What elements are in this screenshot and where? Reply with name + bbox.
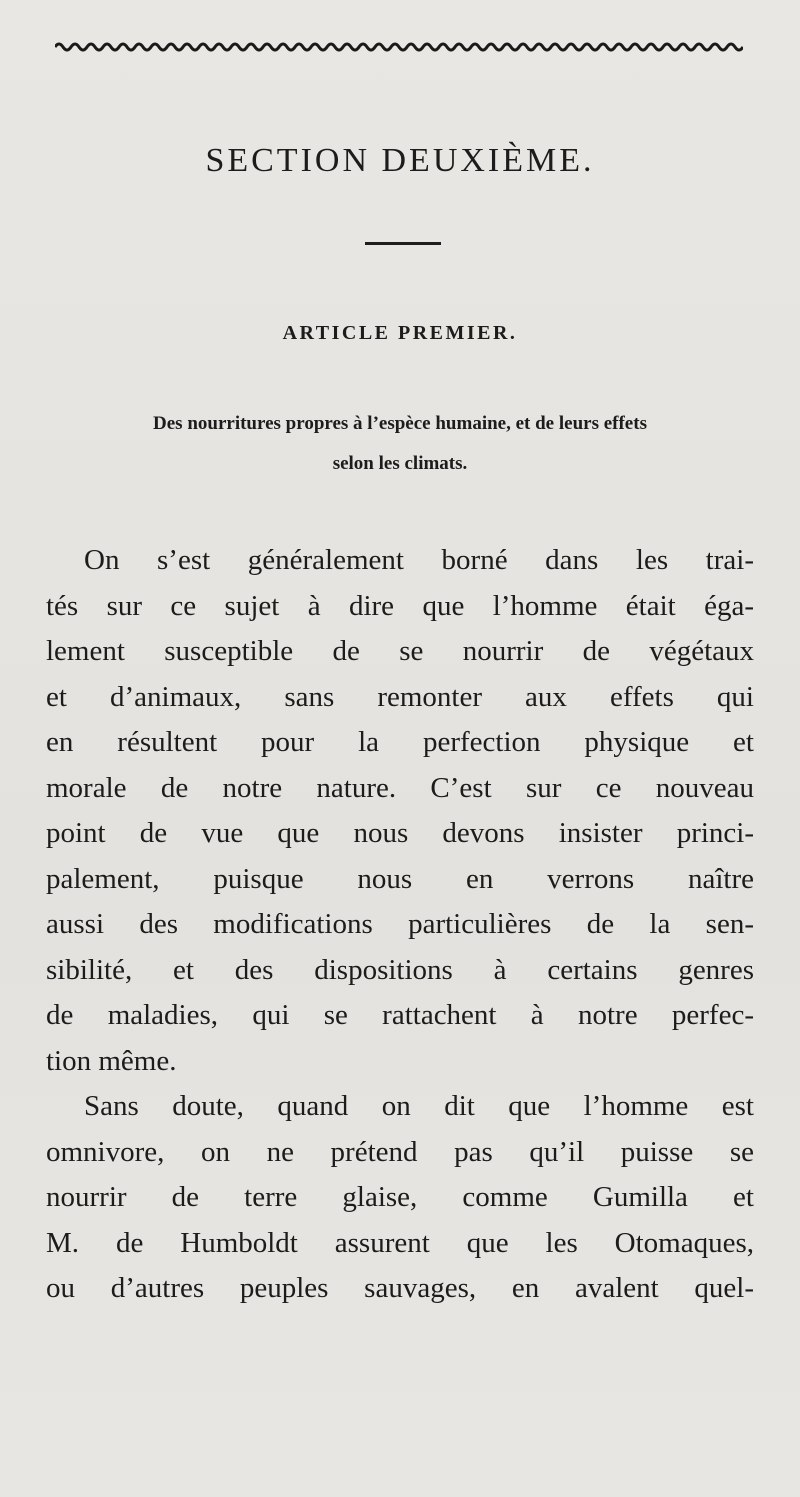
paragraph-2	[46, 1084, 754, 1312]
wavy-rule-graphic	[55, 40, 743, 54]
subtitle-line: selon les climats.	[332, 453, 468, 474]
text-line: aussi des modifications particulières de la sen-	[46, 908, 754, 940]
text-line: nourrir de terre glaise, comme Gumilla et	[46, 1181, 754, 1213]
paragraph-1	[46, 538, 754, 1084]
body-text	[46, 538, 754, 1312]
text-line: On s’est généralement borné dans les trai-	[84, 544, 754, 576]
article-heading: ARTICLE PREMIER.	[282, 322, 518, 344]
article-subtitle	[40, 404, 760, 484]
text-line: Sans doute, quand on dit que l’homme est	[84, 1090, 754, 1122]
text-line: de maladies, qui se rattachent à notre perfec-	[46, 999, 754, 1031]
text-line: point de vue que nous devons insister princi-	[46, 817, 754, 849]
text-line: sibilité, et des dispositions à certains genres	[46, 953, 754, 986]
text-line: en résultent pour la perfection physique et	[46, 726, 754, 758]
text-line: tion même.	[46, 1044, 177, 1077]
subtitle-line: Des nourritures propres à l’espèce humaine, et de leurs effets	[153, 413, 647, 434]
section-title: SECTION DEUXIÈME.	[205, 142, 595, 179]
text-line: omnivore, on ne prétend pas qu’il puisse se	[46, 1135, 754, 1168]
text-line: morale de notre nature. C’est sur ce nouveau	[46, 771, 754, 804]
text-line: et d’animaux, sans remonter aux effets qui	[46, 680, 754, 713]
title-divider-rule	[365, 242, 441, 245]
text-line: tés sur ce sujet à dire que l’homme était éga-	[46, 589, 754, 622]
text-line: lement susceptible de se nourrir de végétaux	[46, 635, 754, 667]
ornamental-top-rule	[55, 40, 743, 54]
text-line: palement, puisque nous en verrons naître	[46, 862, 754, 895]
text-line: ou d’autres peuples sauvages, en avalent quel-	[46, 1272, 754, 1304]
text-line: M. de Humboldt assurent que les Otomaques,	[46, 1226, 754, 1259]
